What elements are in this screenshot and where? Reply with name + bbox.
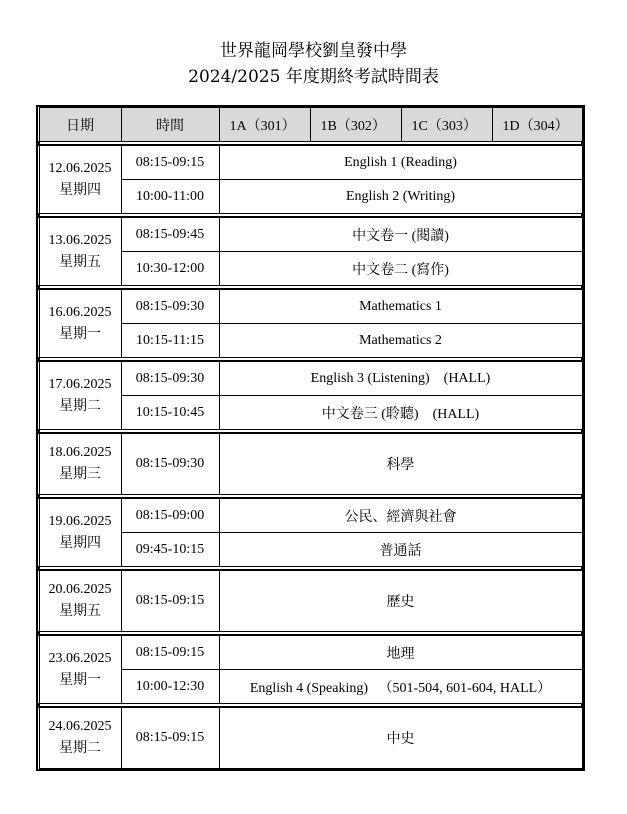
session-row xyxy=(39,670,582,704)
session-row xyxy=(39,396,582,430)
session-subject: Mathematics 2 xyxy=(219,324,582,358)
column-header-class-1a: 1A（301） xyxy=(219,108,310,142)
exam-date: 18.06.2025 xyxy=(48,445,112,460)
session-row xyxy=(39,145,582,180)
column-header-class-1c: 1C（303） xyxy=(401,108,492,142)
session-time: 08:15-09:15 xyxy=(121,707,219,769)
exam-date: 23.06.2025 xyxy=(48,650,112,666)
exam-date: 24.06.2025 xyxy=(48,719,112,734)
exam-date-cell xyxy=(39,635,121,704)
exam-date: 13.06.2025 xyxy=(48,232,112,248)
exam-date-cell xyxy=(39,289,121,358)
session-subject: 中文卷二 (寫作) xyxy=(219,252,582,286)
session-row xyxy=(39,289,582,324)
timetable-body xyxy=(39,142,582,769)
session-row xyxy=(39,361,582,396)
session-subject: English 4 (Speaking) （501-504, 601-604, HALL） xyxy=(219,670,582,704)
session-subject: English 2 (Writing) xyxy=(219,180,582,214)
exam-date-cell xyxy=(39,433,121,495)
session-subject: Mathematics 1 xyxy=(219,289,582,324)
exam-weekday: 星期四 xyxy=(59,535,101,551)
exam-weekday: 星期一 xyxy=(59,326,101,342)
exam-date-cell xyxy=(39,707,121,769)
session-subject: 普通話 xyxy=(219,533,582,567)
exam-weekday: 星期四 xyxy=(59,182,101,198)
column-header-date: 日期 xyxy=(39,108,121,142)
session-subject: 地理 xyxy=(219,635,582,670)
exam-date-cell xyxy=(39,145,121,214)
exam-weekday: 星期五 xyxy=(59,604,101,619)
session-time: 08:15-09:00 xyxy=(121,498,219,533)
exam-timetable xyxy=(38,107,583,769)
timetable-subtitle: 2024/2025 年度期終考試時間表 xyxy=(188,67,439,87)
column-header-class-1d: 1D（304） xyxy=(492,108,582,142)
session-time: 08:15-09:45 xyxy=(121,217,219,252)
exam-weekday: 星期三 xyxy=(59,467,101,482)
session-time: 08:15-09:15 xyxy=(121,145,219,180)
session-time: 09:45-10:15 xyxy=(121,533,219,567)
session-row xyxy=(39,707,582,769)
exam-weekday: 星期二 xyxy=(59,398,101,414)
exam-date-cell xyxy=(39,498,121,567)
school-title: 世界龍岡學校劉皇發中學 xyxy=(220,41,407,61)
session-subject: 中史 xyxy=(219,707,582,769)
session-row xyxy=(39,324,582,358)
session-row xyxy=(39,533,582,567)
session-subject: English 1 (Reading) xyxy=(219,145,582,180)
session-row xyxy=(39,498,582,533)
column-header-time: 時間 xyxy=(121,108,219,142)
exam-weekday: 星期二 xyxy=(59,741,101,756)
session-row xyxy=(39,433,582,495)
session-row xyxy=(39,217,582,252)
exam-date: 12.06.2025 xyxy=(48,160,112,176)
session-subject: 公民、經濟與社會 xyxy=(219,498,582,533)
exam-date: 20.06.2025 xyxy=(48,582,112,597)
column-header-class-1b: 1B（302） xyxy=(310,108,401,142)
session-subject: 中文卷一 (閱讀) xyxy=(219,217,582,252)
exam-date: 17.06.2025 xyxy=(48,376,112,392)
session-row xyxy=(39,570,582,632)
session-time: 10:00-11:00 xyxy=(121,180,219,214)
session-time: 08:15-09:15 xyxy=(121,635,219,670)
session-time: 10:15-10:45 xyxy=(121,396,219,430)
session-time: 10:00-12:30 xyxy=(121,670,219,704)
session-row xyxy=(39,180,582,214)
exam-date: 19.06.2025 xyxy=(48,513,112,529)
session-row xyxy=(39,635,582,670)
session-time: 08:15-09:30 xyxy=(121,433,219,495)
exam-date-cell xyxy=(39,361,121,430)
exam-date-cell xyxy=(39,570,121,632)
session-time: 08:15-09:15 xyxy=(121,570,219,632)
header-row xyxy=(39,108,582,142)
session-time: 08:15-09:30 xyxy=(121,361,219,396)
session-subject: 科學 xyxy=(219,433,582,495)
session-subject: 歷史 xyxy=(219,570,582,632)
session-time: 10:30-12:00 xyxy=(121,252,219,286)
session-time: 10:15-11:15 xyxy=(121,324,219,358)
session-time: 08:15-09:30 xyxy=(121,289,219,324)
exam-weekday: 星期一 xyxy=(59,672,101,688)
session-subject: English 3 (Listening) (HALL) xyxy=(219,361,582,396)
exam-weekday: 星期五 xyxy=(59,254,101,270)
session-subject: 中文卷三 (聆聽) (HALL) xyxy=(219,396,582,430)
session-row xyxy=(39,252,582,286)
exam-date: 16.06.2025 xyxy=(48,304,112,320)
exam-date-cell xyxy=(39,217,121,286)
